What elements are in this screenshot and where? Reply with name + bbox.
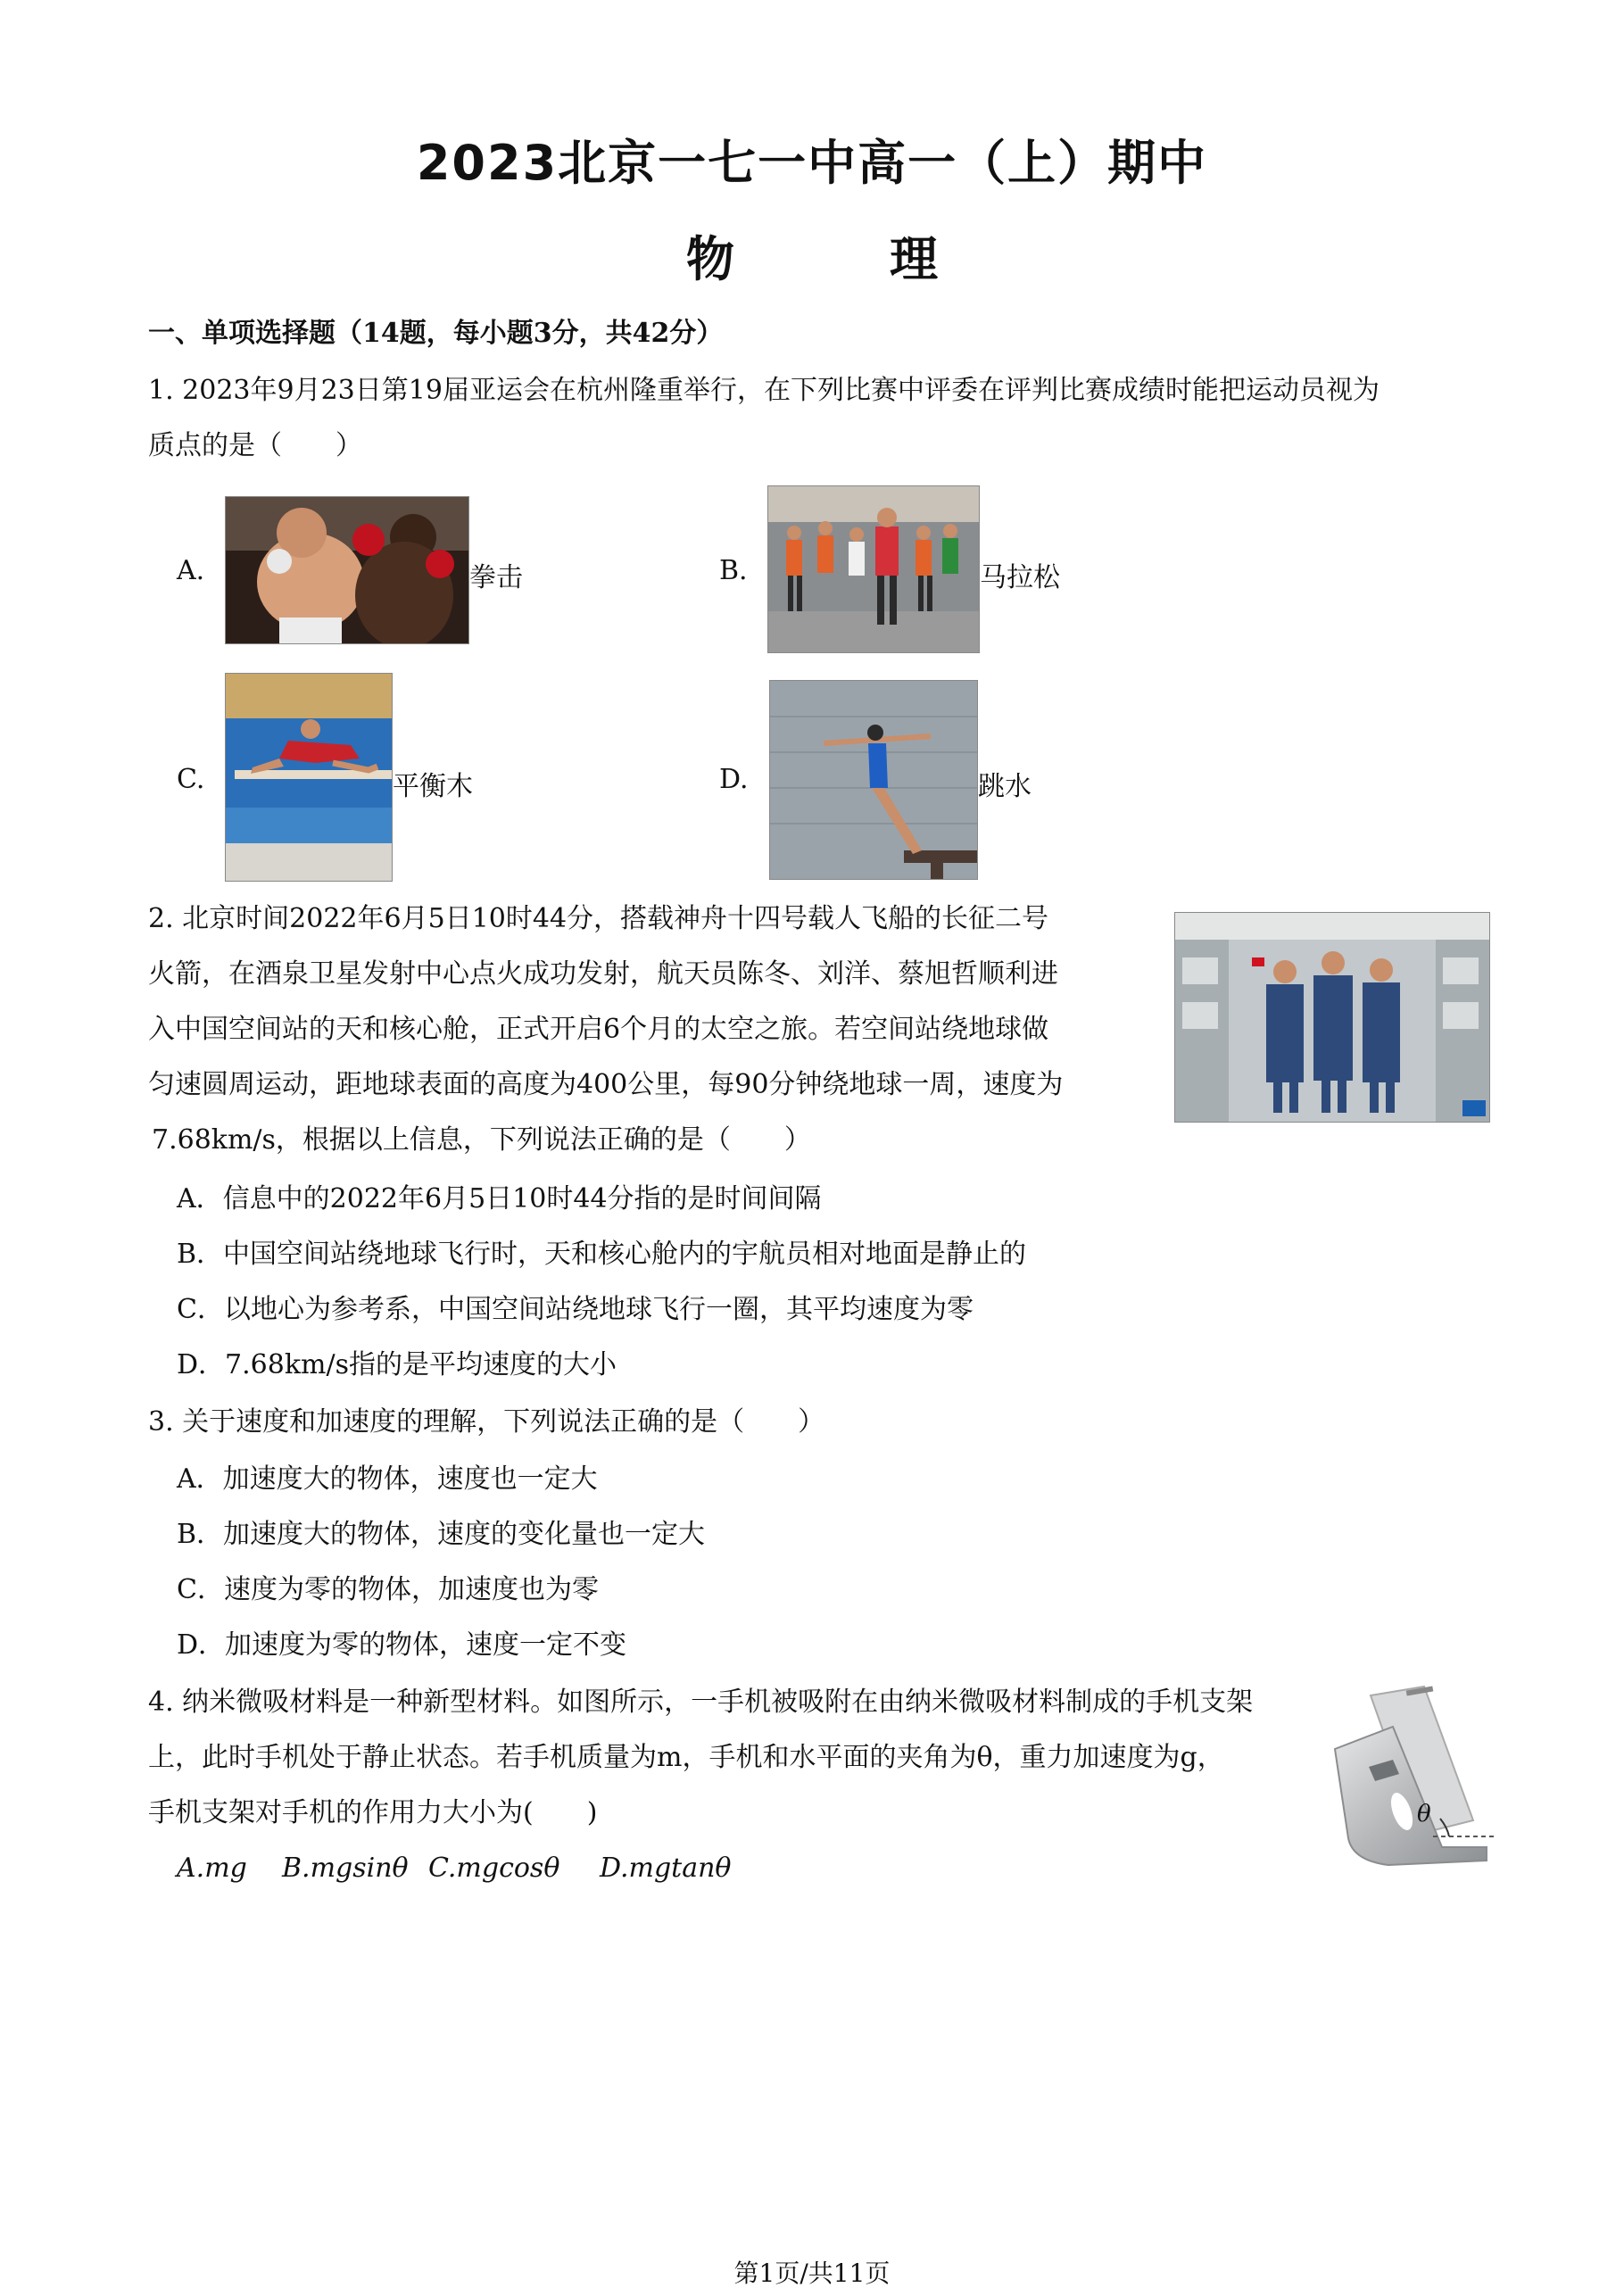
- q1-option-d-label: 跳水: [978, 771, 1032, 802]
- q2-stem-line4: 匀速圆周运动，距地球表面的高度为400公里，每90分钟绕地球一周，速度为: [148, 1069, 1064, 1100]
- q3-option-c: C．速度为零的物体，加速度也为零: [177, 1574, 599, 1605]
- q1-option-b-letter: B.: [719, 555, 748, 586]
- balance-beam-photo: [225, 673, 393, 882]
- phone-stand-figure: [1317, 1678, 1496, 1874]
- marathon-photo: [767, 485, 980, 653]
- q3-option-a: A．加速度大的物体，速度也一定大: [177, 1463, 598, 1495]
- q2-option-b: B．中国空间站绕地球飞行时，天和核心舱内的宇航员相对地面是静止的: [177, 1239, 1027, 1270]
- q1-option-d-letter: D.: [719, 764, 749, 795]
- q1-option-b-label: 马拉松: [980, 562, 1060, 593]
- q4-option-d: D.mgtanθ: [600, 1853, 732, 1884]
- q2-stem-line5: 7.68km/s，根据以上信息，下列说法正确的是（ ）: [152, 1124, 811, 1156]
- subject-title: 物 理: [686, 231, 991, 287]
- q2-stem-line1: 2. 北京时间2022年6月5日10时44分，搭载神舟十四号载人飞船的长征二号: [148, 903, 1049, 934]
- q3-option-b: B．加速度大的物体，速度的变化量也一定大: [177, 1519, 706, 1550]
- q1-stem-line2: 质点的是（ ）: [148, 430, 362, 461]
- q2-option-c: C．以地心为参考系，中国空间站绕地球飞行一圈，其平均速度为零: [177, 1294, 974, 1325]
- q1-option-a-label: 拳击: [469, 562, 523, 593]
- diving-photo: [769, 680, 978, 880]
- page-number: 第1页/共11页: [733, 2259, 891, 2288]
- q1-option-c-letter: C.: [177, 764, 205, 795]
- q1-option-a-letter: A.: [177, 555, 205, 586]
- q4-stem-line1: 4. 纳米微吸材料是一种新型材料。如图所示，一手机被吸附在由纳米微吸材料制成的手机支架: [148, 1687, 1254, 1718]
- section-heading: 一、单项选择题（14题，每小题3分，共42分）: [148, 318, 724, 349]
- q3-option-d: D．加速度为零的物体，速度一定不变: [177, 1629, 627, 1661]
- page-title: 2023北京一七一中高一（上）期中: [416, 135, 1208, 191]
- q1-option-c-label: 平衡木: [393, 771, 473, 802]
- space-station-photo: [1174, 912, 1490, 1123]
- q4-stem-line3: 手机支架对手机的作用力大小为( ): [148, 1797, 598, 1828]
- q2-option-d: D．7.68km/s指的是平均速度的大小: [177, 1349, 617, 1380]
- q4-option-b: B.mgsinθ: [282, 1853, 409, 1884]
- q4-option-c: C.mgcosθ: [428, 1853, 560, 1884]
- q2-option-a: A．信息中的2022年6月5日10时44分指的是时间间隔: [177, 1183, 822, 1214]
- q2-stem-line3: 入中国空间站的天和核心舱，正式开启6个月的太空之旅。若空间站绕地球做: [148, 1014, 1049, 1045]
- boxing-photo: [225, 496, 469, 644]
- q3-stem: 3. 关于速度和加速度的理解，下列说法正确的是（ ）: [148, 1406, 825, 1438]
- q2-stem-line2: 火箭，在酒泉卫星发射中心点火成功发射，航天员陈冬、刘洋、蔡旭哲顺利进: [148, 958, 1058, 990]
- q4-stem-line2: 上，此时手机处于静止状态。若手机质量为m，手机和水平面的夹角为θ，重力加速度为g，: [148, 1742, 1224, 1773]
- theta-label: θ: [1417, 1801, 1431, 1828]
- q1-stem-line1: 1. 2023年9月23日第19届亚运会在杭州隆重举行，在下列比赛中评委在评判比赛成绩时能把运动员视为: [148, 375, 1380, 406]
- q4-option-a: A.mg: [177, 1853, 247, 1884]
